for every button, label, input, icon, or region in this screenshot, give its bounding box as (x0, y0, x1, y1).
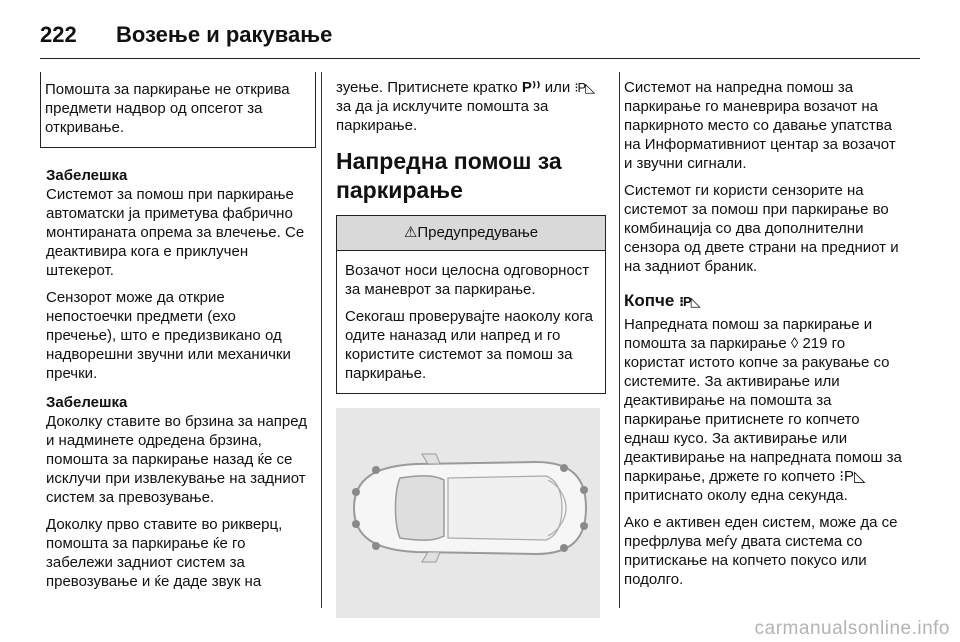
parking-assist-icon: P⁾⁾ (521, 79, 541, 96)
info-box (40, 72, 316, 148)
header-divider (40, 58, 920, 59)
column-middle (336, 78, 606, 618)
column-left (46, 72, 310, 591)
page-title: Возење и ракување (116, 22, 333, 47)
column-divider (321, 72, 322, 608)
column-divider (619, 72, 620, 608)
warning-paragraph: Возачот носи целосна одговорност за маневрот за паркирање. (345, 262, 590, 298)
advanced-parking-icon: ⁝P◺ (679, 294, 700, 309)
note-paragraph: Системот за помош при паркирање автоматски ја приметува фабрично монтираната опрема за влечење. Се деактивира кога е приклучен штекерот. (46, 186, 305, 279)
watermark: carmanualsonline.info (754, 618, 950, 639)
advanced-parking-icon: ⁝P◺ (574, 80, 595, 95)
note-title: Забелешка (46, 167, 128, 184)
section-heading: Напредна помош за паркирање (336, 148, 562, 203)
body-paragraph: Напредната помош за паркирање и помошта за паркирање ◊ 219 го користат истото копче за ракување со системите. За активирање или деактивирање на помошта за паркирање притиснете го копчето еднаш кусо. За активирање или деактивирање на напредната помош за паркирање, држете го копчето ⁝P◺ притиснато околу една секунда. (624, 316, 902, 504)
warning-box (336, 215, 606, 394)
note-paragraph: Сензорот може да открие непостоечки предмети (ехо пречење), што е предизвикано од надворешни звучни или механички пречки. (46, 289, 291, 382)
warning-title: ⚠Предупредување (337, 216, 605, 251)
info-box-text: Помошта за паркирање не открива предмети надвор од опсегот за откривање. (45, 81, 290, 136)
column-right (624, 78, 906, 589)
body-paragraph: Системот на напредна помош за паркирање го маневрира возачот на паркирното место со давање упатства на Информативниот центар за возачот и звучни сигнали. (624, 79, 896, 172)
subsection-heading: Копче ⁝P◺ (624, 290, 906, 313)
page-header (40, 14, 920, 58)
car-sensor-diagram (336, 408, 600, 618)
body-paragraph: Ако е активен еден систем, може да се префрлува меѓу двата система со притискање на копчето покусо или подолго. (624, 514, 898, 588)
page-number: 222 (40, 22, 77, 47)
note-paragraph: Доколку ставите во брзина за напред и надминете одредена брзина, помошта за паркирање назад ќе се исклучи при извлекување на задниот систем за превозување. (46, 413, 308, 506)
note-title: Забелешка (46, 394, 128, 411)
warning-paragraph: Секогаш проверувајте наоколу кога одите наназад или напред и го користите системот за помош за паркирање. (345, 308, 593, 382)
continued-paragraph: зуење. Притиснете кратко P⁾⁾ или ⁝P◺ за да ја исклучите помошта за паркирање. (336, 79, 595, 134)
car-top-view-illustration (336, 408, 600, 618)
note-paragraph: Доколку прво ставите во рикверц, помошта за паркирање ќе го забележи задниот систем за превозување и ќе даде звук на (46, 516, 283, 590)
body-paragraph: Системот ги користи сензорите на системот за помош при паркирање во комбинација со два дополнителни сензора од двете страни на предниот и на задниот браник. (624, 182, 899, 275)
